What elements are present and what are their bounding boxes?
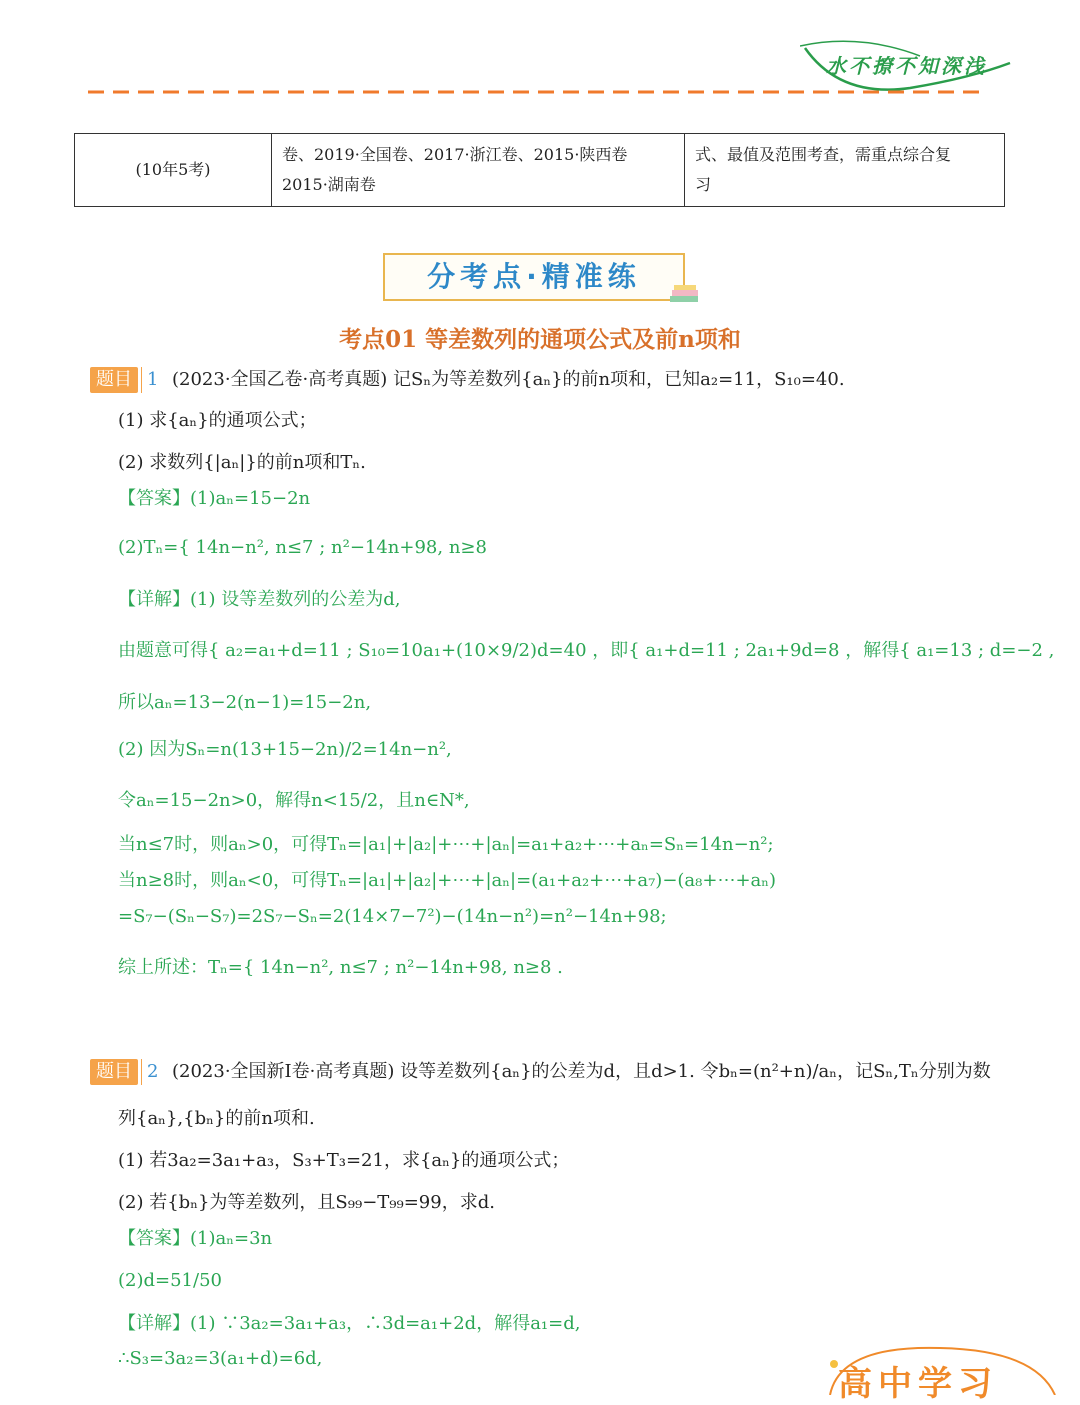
problem-1-part-1: (1) 求{aₙ}的通项公式； <box>118 410 317 431</box>
problem-2-solution-line: ∴S₃=3a₂=3(a₁+d)=6d, <box>118 1348 323 1369</box>
problem-2-answer-2: (2)d=51/50 <box>118 1270 222 1291</box>
exam-reference-table <box>74 133 1005 207</box>
table-cell-frequency: (10年5考) <box>75 134 272 207</box>
problem-number: 1 <box>141 367 163 393</box>
section-title: 考点01 等差数列的通项公式及前n项和 <box>339 326 741 353</box>
table-cell-line: 式、最值及范围考查，需重点综合复 <box>695 145 952 164</box>
problem-1-part-2: (2) 求数列{|aₙ|}的前n项和Tₙ. <box>118 452 366 473</box>
problem-1-solution-line: =S₇−(Sₙ−S₇)=2S₇−Sₙ=2(14×7−7²)−(14n−n²)=n²−14n+98; <box>118 906 667 927</box>
problem-1-solution-line: 当n≥8时，则aₙ<0，可得Tₙ=|a₁|+|a₂|+⋯+|aₙ|=(a₁+a₂+⋯+a₇)−(a₈+⋯+aₙ) <box>118 870 777 891</box>
table-cell-line: 2015·湖南卷 <box>282 175 376 194</box>
problem-1-solution-line: (2) 因为Sₙ=n(13+15−2n)/2=14n−n², <box>118 739 452 760</box>
problem-2-statement: (2023·全国新Ⅰ卷·高考真题) 设等差数列{aₙ}的公差为d，且d>1. 令bₙ=(n²+n)/aₙ，记Sₙ,Tₙ分别为数 <box>172 1061 991 1082</box>
table-cell-sources <box>272 134 685 207</box>
problem-1-conclusion: 综上所述：Tₙ={ 14n−n², n≤7 ; n²−14n+98, n≥8 . <box>118 957 563 978</box>
problem-1-solution-intro: 【详解】(1) 设等差数列的公差为d, <box>118 589 401 610</box>
problem-1-solution-line: 所以aₙ=13−2(n−1)=15−2n, <box>118 692 372 713</box>
problem-1-solution-system: 由题意可得{ a₂=a₁+d=11 ; S₁₀=10a₁+(10×9/2)d=40 ，即{ a₁+d=11 ; 2a₁+9d=8 ，解得{ a₁=13 ; d=−2 , <box>118 640 1055 661</box>
problem-badge: 题目 <box>90 367 138 393</box>
header-dashed-divider <box>88 89 988 95</box>
books-icon <box>668 282 702 306</box>
problem-number: 2 <box>141 1059 163 1085</box>
problem-1-statement: (2023·全国乙卷·高考真题) 记Sₙ为等差数列{aₙ}的前n项和，已知a₂=11，S₁₀=40. <box>172 369 845 390</box>
table-cell-line: 习 <box>695 175 712 194</box>
problem-badge: 题目 <box>90 1059 138 1085</box>
section-banner: 分考点·精准练 <box>383 253 685 301</box>
problem-1-solution-line: 当n≤7时，则aₙ>0，可得Tₙ=|a₁|+|a₂|+⋯+|aₙ|=a₁+a₂+⋯+aₙ=Sₙ=14n−n²; <box>118 834 774 855</box>
table-row <box>75 134 1005 207</box>
problem-2-part-1: (1) 若3a₂=3a₁+a₃，S₃+T₃=21，求{aₙ}的通项公式； <box>118 1150 570 1171</box>
problem-2-part-2: (2) 若{bₙ}为等差数列，且S₉₉−T₉₉=99，求d. <box>118 1192 495 1213</box>
footer-stamp: 高中学习 <box>838 1364 998 1404</box>
table-cell-notes <box>685 134 1005 207</box>
table-cell-line: 卷、2019·全国卷、2017·浙江卷、2015·陕西卷 <box>282 145 628 164</box>
problem-1-solution-line: 令aₙ=15−2n>0，解得n<15/2，且n∈N*, <box>118 790 470 811</box>
problem-2-statement-cont: 列{aₙ},{bₙ}的前n项和. <box>118 1108 315 1129</box>
header-motto: 水不撩不知深浅 <box>826 54 987 78</box>
problem-2-solution-line: 【详解】(1) ∵3a₂=3a₁+a₃，∴3d=a₁+2d，解得a₁=d, <box>118 1313 581 1334</box>
problem-2-answer-1: 【答案】(1)aₙ=3n <box>118 1228 273 1249</box>
problem-1-answer-1: 【答案】(1)aₙ=15−2n <box>118 488 311 509</box>
problem-1-answer-2: (2)Tₙ={ 14n−n², n≤7 ; n²−14n+98, n≥8 <box>118 537 487 558</box>
